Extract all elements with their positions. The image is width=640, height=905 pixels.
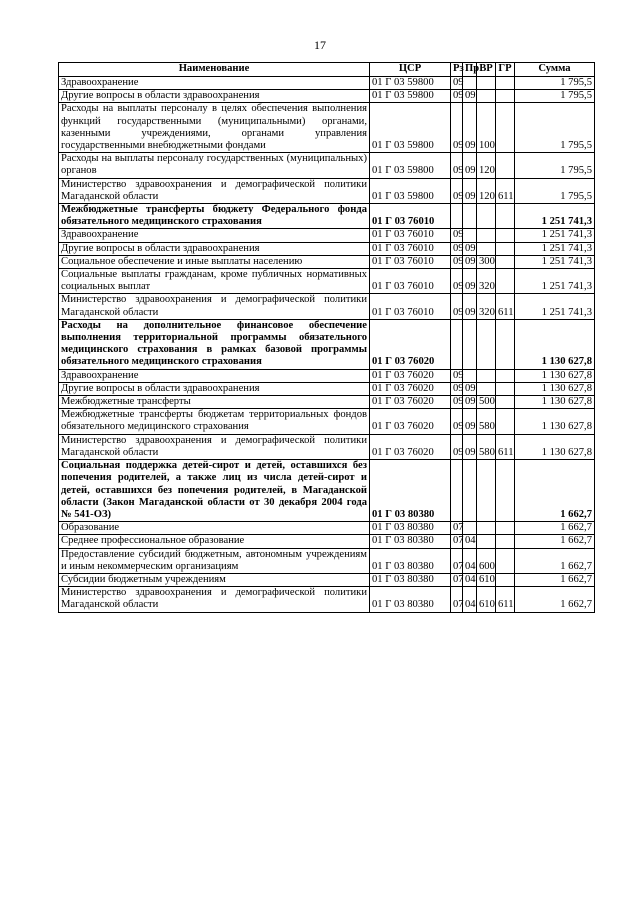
cell-sum: 1 130 627,8 <box>515 319 595 369</box>
cell-name: Социальное обеспечение и иные выплаты населению <box>59 255 370 268</box>
table-row <box>59 204 595 229</box>
cell-rz: 07 <box>451 522 463 535</box>
cell-sum: 1 662,7 <box>515 522 595 535</box>
header-vr: ВР <box>477 63 496 77</box>
cell-pr: 09 <box>463 255 477 268</box>
table-row <box>59 319 595 369</box>
cell-rz: 07 <box>451 587 463 612</box>
cell-vr: 320 <box>477 269 496 294</box>
cell-gr <box>496 460 515 522</box>
cell-vr <box>477 369 496 382</box>
cell-rz: 09 <box>451 409 463 434</box>
cell-vr: 100 <box>477 103 496 153</box>
cell-name: Другие вопросы в области здравоохранения <box>59 90 370 103</box>
cell-csr: 01 Г 03 59800 <box>370 103 451 153</box>
table-row <box>59 573 595 586</box>
cell-sum: 1 130 627,8 <box>515 434 595 459</box>
cell-rz: 09 <box>451 229 463 242</box>
table-row <box>59 90 595 103</box>
cell-vr: 120 <box>477 153 496 178</box>
cell-rz: 09 <box>451 382 463 395</box>
table-body <box>59 77 595 613</box>
cell-name: Среднее профессиональное образование <box>59 535 370 548</box>
cell-name: Субсидии бюджетным учреждениям <box>59 573 370 586</box>
header-csr: ЦСР <box>370 63 451 77</box>
cell-pr: 04 <box>463 548 477 573</box>
cell-rz: 09 <box>451 103 463 153</box>
table-row <box>59 369 595 382</box>
cell-name: Другие вопросы в области здравоохранения <box>59 382 370 395</box>
cell-sum: 1 795,5 <box>515 153 595 178</box>
cell-rz: 09 <box>451 178 463 203</box>
cell-vr <box>477 522 496 535</box>
cell-name: Межбюджетные трансферты бюджетам территориальных фондов обязательного медицинского страхования <box>59 409 370 434</box>
table-row <box>59 382 595 395</box>
table-row <box>59 548 595 573</box>
cell-rz: 09 <box>451 369 463 382</box>
table-row <box>59 522 595 535</box>
cell-gr <box>496 522 515 535</box>
cell-vr: 610 <box>477 587 496 612</box>
cell-sum: 1 251 741,3 <box>515 242 595 255</box>
cell-name: Министерство здравоохранения и демографической политики Магаданской области <box>59 178 370 203</box>
cell-gr: 611 <box>496 294 515 319</box>
cell-rz <box>451 319 463 369</box>
cell-gr <box>496 319 515 369</box>
cell-pr: 09 <box>463 103 477 153</box>
cell-vr: 580 <box>477 409 496 434</box>
table-row <box>59 103 595 153</box>
cell-rz <box>451 460 463 522</box>
cell-rz: 07 <box>451 548 463 573</box>
cell-vr: 320 <box>477 294 496 319</box>
cell-csr: 01 Г 03 76010 <box>370 255 451 268</box>
cell-gr <box>496 153 515 178</box>
cell-rz: 09 <box>451 255 463 268</box>
cell-sum: 1 251 741,3 <box>515 269 595 294</box>
cell-pr: 04 <box>463 573 477 586</box>
cell-pr: 09 <box>463 396 477 409</box>
cell-gr: 611 <box>496 587 515 612</box>
cell-gr <box>496 535 515 548</box>
table-row <box>59 587 595 612</box>
cell-rz: 09 <box>451 90 463 103</box>
cell-pr <box>463 319 477 369</box>
cell-vr <box>477 319 496 369</box>
budget-table <box>58 62 595 613</box>
cell-sum: 1 662,7 <box>515 573 595 586</box>
cell-sum: 1 130 627,8 <box>515 409 595 434</box>
cell-gr <box>496 369 515 382</box>
table-row <box>59 434 595 459</box>
cell-sum: 1 251 741,3 <box>515 255 595 268</box>
cell-gr <box>496 382 515 395</box>
cell-name: Министерство здравоохранения и демографической политики Магаданской области <box>59 434 370 459</box>
cell-gr <box>496 204 515 229</box>
cell-gr <box>496 573 515 586</box>
table-row <box>59 153 595 178</box>
cell-csr: 01 Г 03 80380 <box>370 460 451 522</box>
cell-vr: 120 <box>477 178 496 203</box>
cell-pr: 09 <box>463 409 477 434</box>
cell-csr: 01 Г 03 76010 <box>370 269 451 294</box>
cell-sum: 1 795,5 <box>515 178 595 203</box>
cell-gr <box>496 269 515 294</box>
cell-sum: 1 795,5 <box>515 103 595 153</box>
cell-name: Расходы на дополнительное финансовое обеспечение выполнения территориальной программы обязательного медицинского страхования в рамках базовой программы обязательного медицинского страхования <box>59 319 370 369</box>
cell-rz: 09 <box>451 269 463 294</box>
cell-name: Социальная поддержка детей-сирот и детей, оставшихся без попечения родителей, а также лиц из числа детей-сирот и детей, оставшихся без попечения родителей, в Магаданской области (Закон Магаданской области от 30 декабря 2004 года № 541-ОЗ) <box>59 460 370 522</box>
cell-vr: 580 <box>477 434 496 459</box>
cell-sum: 1 662,7 <box>515 548 595 573</box>
cell-sum: 1 130 627,8 <box>515 369 595 382</box>
cell-pr: 09 <box>463 90 477 103</box>
cell-gr <box>496 396 515 409</box>
cell-name: Здравоохранение <box>59 369 370 382</box>
cell-name: Министерство здравоохранения и демографической политики Магаданской области <box>59 294 370 319</box>
table-header-row <box>59 63 595 77</box>
cell-rz: 09 <box>451 396 463 409</box>
cell-vr <box>477 229 496 242</box>
cell-csr: 01 Г 03 80380 <box>370 522 451 535</box>
cell-csr: 01 Г 03 80380 <box>370 587 451 612</box>
cell-csr: 01 Г 03 76020 <box>370 396 451 409</box>
cell-gr <box>496 242 515 255</box>
cell-pr <box>463 204 477 229</box>
cell-rz: 09 <box>451 153 463 178</box>
cell-gr <box>496 103 515 153</box>
cell-csr: 01 Г 03 59800 <box>370 77 451 90</box>
header-gr: ГР <box>496 63 515 77</box>
table-row <box>59 242 595 255</box>
page-number: 17 <box>314 38 326 52</box>
table-row <box>59 535 595 548</box>
cell-gr: 611 <box>496 178 515 203</box>
cell-sum: 1 251 741,3 <box>515 229 595 242</box>
cell-rz: 09 <box>451 434 463 459</box>
cell-sum: 1 795,5 <box>515 90 595 103</box>
cell-csr: 01 Г 03 76010 <box>370 294 451 319</box>
cell-vr <box>477 242 496 255</box>
cell-csr: 01 Г 03 59800 <box>370 153 451 178</box>
cell-gr <box>496 255 515 268</box>
cell-vr <box>477 204 496 229</box>
cell-vr <box>477 460 496 522</box>
cell-name: Межбюджетные трансферты <box>59 396 370 409</box>
cell-name: Образование <box>59 522 370 535</box>
cell-name: Социальные выплаты гражданам, кроме публичных нормативных социальных выплат <box>59 269 370 294</box>
cell-pr: 09 <box>463 294 477 319</box>
cell-sum: 1 795,5 <box>515 77 595 90</box>
cell-csr: 01 Г 03 76020 <box>370 382 451 395</box>
table-row <box>59 460 595 522</box>
cell-gr <box>496 229 515 242</box>
cell-name: Здравоохранение <box>59 77 370 90</box>
cell-rz: 07 <box>451 535 463 548</box>
cell-csr: 01 Г 03 76010 <box>370 242 451 255</box>
cell-rz <box>451 204 463 229</box>
cell-name: Предоставление субсидий бюджетным, автономным учреждениям и иным некоммерческим организациям <box>59 548 370 573</box>
cell-csr: 01 Г 03 80380 <box>370 573 451 586</box>
cell-rz: 09 <box>451 242 463 255</box>
cell-pr <box>463 460 477 522</box>
cell-csr: 01 Г 03 76010 <box>370 204 451 229</box>
cell-name: Расходы на выплаты персоналу в целях обеспечения выполнения функций государственными (муниципальными) органами, казенными учреждениями, органами управления государственными внебюджетными фондами <box>59 103 370 153</box>
cell-name: Расходы на выплаты персоналу государственных (муниципальных) органов <box>59 153 370 178</box>
table-row <box>59 396 595 409</box>
cell-vr <box>477 382 496 395</box>
cell-pr: 09 <box>463 153 477 178</box>
cell-name: Министерство здравоохранения и демографической политики Магаданской области <box>59 587 370 612</box>
cell-pr: 09 <box>463 382 477 395</box>
cell-gr <box>496 409 515 434</box>
table-row <box>59 178 595 203</box>
cell-name: Межбюджетные трансферты бюджету Федерального фонда обязательного медицинского страхования <box>59 204 370 229</box>
cell-csr: 01 Г 03 76020 <box>370 434 451 459</box>
cell-csr: 01 Г 03 76020 <box>370 409 451 434</box>
cell-sum: 1 662,7 <box>515 535 595 548</box>
cell-pr: 04 <box>463 587 477 612</box>
cell-vr <box>477 90 496 103</box>
cell-vr <box>477 77 496 90</box>
cell-pr <box>463 77 477 90</box>
cell-gr <box>496 548 515 573</box>
cell-sum: 1 251 741,3 <box>515 294 595 319</box>
table-row <box>59 269 595 294</box>
header-rz: Рз <box>451 63 463 77</box>
cell-pr <box>463 229 477 242</box>
cell-pr <box>463 369 477 382</box>
cell-pr <box>463 522 477 535</box>
cell-vr: 300 <box>477 255 496 268</box>
cell-pr: 04 <box>463 535 477 548</box>
cell-name: Другие вопросы в области здравоохранения <box>59 242 370 255</box>
cell-csr: 01 Г 03 80380 <box>370 535 451 548</box>
cell-vr: 500 <box>477 396 496 409</box>
cell-gr <box>496 77 515 90</box>
cell-pr: 09 <box>463 178 477 203</box>
cell-vr: 600 <box>477 548 496 573</box>
cell-pr: 09 <box>463 242 477 255</box>
cell-sum: 1 662,7 <box>515 587 595 612</box>
cell-sum: 1 130 627,8 <box>515 382 595 395</box>
table-row <box>59 409 595 434</box>
cell-gr: 611 <box>496 434 515 459</box>
cell-csr: 01 Г 03 80380 <box>370 548 451 573</box>
cell-gr <box>496 90 515 103</box>
cell-rz: 07 <box>451 573 463 586</box>
table-row <box>59 77 595 90</box>
table-row <box>59 229 595 242</box>
table-row <box>59 294 595 319</box>
cell-sum: 1 130 627,8 <box>515 396 595 409</box>
table-row <box>59 255 595 268</box>
cell-csr: 01 Г 03 59800 <box>370 90 451 103</box>
cell-pr: 09 <box>463 434 477 459</box>
cell-pr: 09 <box>463 269 477 294</box>
cell-csr: 01 Г 03 76020 <box>370 369 451 382</box>
cell-rz: 09 <box>451 294 463 319</box>
header-name: Наименование <box>59 63 370 77</box>
cell-vr: 610 <box>477 573 496 586</box>
cell-csr: 01 Г 03 76020 <box>370 319 451 369</box>
cell-vr <box>477 535 496 548</box>
cell-rz: 09 <box>451 77 463 90</box>
header-pr: Пр <box>463 63 477 77</box>
cell-sum: 1 662,7 <box>515 460 595 522</box>
cell-csr: 01 Г 03 59800 <box>370 178 451 203</box>
cell-csr: 01 Г 03 76010 <box>370 229 451 242</box>
header-sum: Сумма <box>515 63 595 77</box>
cell-sum: 1 251 741,3 <box>515 204 595 229</box>
cell-name: Здравоохранение <box>59 229 370 242</box>
